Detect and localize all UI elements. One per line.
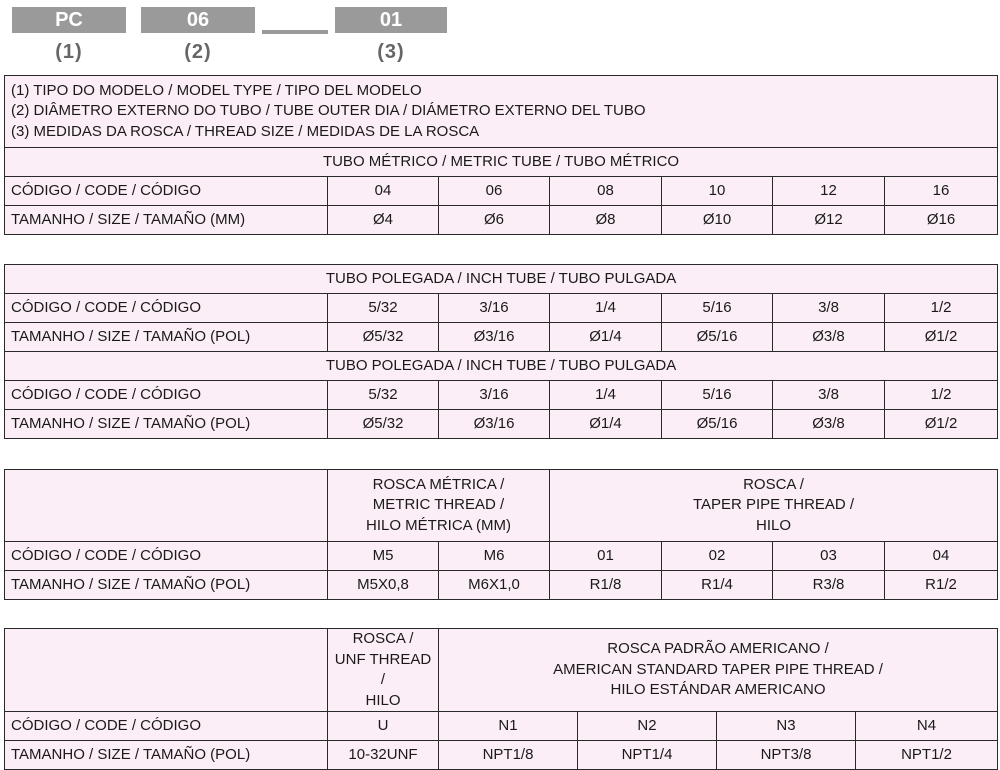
legend-block	[5, 76, 998, 148]
npt-thread-header-line: AMERICAN STANDARD TAPER PIPE THREAD /	[553, 660, 883, 678]
model-code-number: (1)	[55, 41, 83, 63]
inch-tube-title: TUBO POLEGADA / INCH TUBE / TUBO PULGADA	[5, 352, 998, 381]
code-label: CÓDIGO / CODE / CÓDIGO	[5, 177, 328, 206]
code-cell: N1	[439, 712, 578, 741]
size-cell: Ø10	[662, 206, 773, 235]
code-cell: 04	[885, 542, 998, 571]
tube-code-number: (2)	[184, 41, 212, 63]
code-cell: M5	[328, 542, 439, 571]
size-cell: Ø12	[773, 206, 885, 235]
taper-thread-header-line: HILO	[756, 516, 792, 534]
legend-line-thread-size: (3) MEDIDAS DA ROSCA / THREAD SIZE / MEDIDAS DE LA ROSCA	[11, 122, 480, 140]
inch-tube-title: TUBO POLEGADA / INCH TUBE / TUBO PULGADA	[5, 265, 998, 294]
size-cell: Ø5/16	[662, 410, 773, 439]
code-cell: N4	[856, 712, 998, 741]
code-cell: 5/32	[328, 381, 439, 410]
empty-header-cell	[5, 470, 328, 542]
code-cell: 12	[773, 177, 885, 206]
size-label: TAMANHO / SIZE / TAMAÑO (POL)	[5, 410, 328, 439]
table-row	[5, 712, 998, 741]
taper-thread-header	[550, 470, 998, 542]
size-cell: Ø5/32	[328, 410, 439, 439]
table-row	[5, 323, 998, 352]
code-cell: 3/16	[439, 294, 550, 323]
unf-npt-thread-table	[4, 628, 998, 770]
code-cell: N2	[578, 712, 717, 741]
code-label: CÓDIGO / CODE / CÓDIGO	[5, 542, 328, 571]
size-cell: NPT1/8	[439, 741, 578, 770]
size-cell: R1/4	[662, 571, 773, 600]
code-cell: N3	[717, 712, 856, 741]
code-label: CÓDIGO / CODE / CÓDIGO	[5, 294, 328, 323]
metric-thread-header	[328, 470, 550, 542]
legend-line-model-type: (1) TIPO DO MODELO / MODEL TYPE / TIPO DEL MODELO	[11, 81, 422, 99]
size-cell: R1/8	[550, 571, 662, 600]
size-cell: Ø5/16	[662, 323, 773, 352]
code-cell: 1/4	[550, 381, 662, 410]
size-cell: Ø3/8	[773, 323, 885, 352]
code-cell: 3/16	[439, 381, 550, 410]
size-cell: 10-32UNF	[328, 741, 439, 770]
code-cell: 06	[439, 177, 550, 206]
size-cell: NPT3/8	[717, 741, 856, 770]
code-cell: 5/16	[662, 381, 773, 410]
code-cell: 1/2	[885, 381, 998, 410]
code-cell: 02	[662, 542, 773, 571]
metric-tube-title: TUBO MÉTRICO / METRIC TUBE / TUBO MÉTRICO	[5, 148, 998, 177]
metric-thread-header-line: ROSCA MÉTRICA /	[372, 475, 505, 493]
thread-code-box: 01	[335, 7, 447, 33]
size-cell: M5X0,8	[328, 571, 439, 600]
code-cell: 03	[773, 542, 885, 571]
table-row	[5, 206, 998, 235]
metric-taper-thread-table	[4, 469, 998, 600]
code-cell: 16	[885, 177, 998, 206]
size-cell: Ø1/2	[885, 410, 998, 439]
npt-thread-header-line: HILO ESTÁNDAR AMERICANO	[610, 681, 826, 699]
legend-line-tube-dia: (2) DIÂMETRO EXTERNO DO TUBO / TUBE OUTER DIA / DIÁMETRO EXTERNO DEL TUBO	[11, 102, 646, 120]
size-label: TAMANHO / SIZE / TAMAÑO (POL)	[5, 323, 328, 352]
size-cell: R1/2	[885, 571, 998, 600]
metric-tube-table	[4, 75, 998, 235]
unf-thread-header	[328, 629, 439, 712]
size-cell: Ø4	[328, 206, 439, 235]
unf-thread-header-line: UNF THREAD /	[334, 650, 432, 688]
empty-header-cell	[5, 629, 328, 712]
code-cell: 5/16	[662, 294, 773, 323]
code-cell: 01	[550, 542, 662, 571]
table-row	[5, 741, 998, 770]
size-cell: NPT1/4	[578, 741, 717, 770]
table-row	[5, 381, 998, 410]
size-cell: Ø1/2	[885, 323, 998, 352]
size-cell: Ø1/4	[550, 323, 662, 352]
tube-code-box: 06	[141, 7, 255, 33]
table-row	[5, 294, 998, 323]
table-row	[5, 571, 998, 600]
thread-code-number: (3)	[377, 41, 405, 63]
unf-thread-header-line: ROSCA /	[352, 630, 414, 647]
code-cell: M6	[439, 542, 550, 571]
taper-thread-header-line: TAPER PIPE THREAD /	[692, 496, 855, 514]
size-label: TAMANHO / SIZE / TAMAÑO (POL)	[5, 741, 328, 770]
taper-thread-header-line: ROSCA /	[743, 475, 804, 493]
npt-thread-header-line: ROSCA PADRÃO AMERICANO /	[607, 640, 829, 658]
size-label: TAMANHO / SIZE / TAMAÑO (MM)	[5, 206, 328, 235]
code-cell: 1/2	[885, 294, 998, 323]
code-cell: 04	[328, 177, 439, 206]
npt-thread-header	[439, 629, 998, 712]
size-cell: R3/8	[773, 571, 885, 600]
code-label: CÓDIGO / CODE / CÓDIGO	[5, 712, 328, 741]
code-cell: 10	[662, 177, 773, 206]
code-cell: 08	[550, 177, 662, 206]
table-row	[5, 410, 998, 439]
size-cell: Ø5/32	[328, 323, 439, 352]
size-cell: M6X1,0	[439, 571, 550, 600]
size-cell: Ø8	[550, 206, 662, 235]
code-cell: 5/32	[328, 294, 439, 323]
size-cell: Ø1/4	[550, 410, 662, 439]
code-label: CÓDIGO / CODE / CÓDIGO	[5, 381, 328, 410]
unf-thread-header-line: HILO	[365, 691, 401, 709]
table-row	[5, 177, 998, 206]
code-cell: U	[328, 712, 439, 741]
metric-thread-header-line: HILO MÉTRICA (MM)	[366, 516, 511, 534]
size-cell: Ø3/8	[773, 410, 885, 439]
size-cell: Ø3/16	[439, 323, 550, 352]
code-cell: 3/8	[773, 381, 885, 410]
inch-tube-table	[4, 264, 998, 439]
code-cell: 3/8	[773, 294, 885, 323]
model-code-box: PC	[12, 7, 126, 33]
size-cell: Ø6	[439, 206, 550, 235]
separator-line	[262, 30, 328, 34]
table-row	[5, 542, 998, 571]
size-label: TAMANHO / SIZE / TAMAÑO (POL)	[5, 571, 328, 600]
size-cell: Ø3/16	[439, 410, 550, 439]
size-cell: NPT1/2	[856, 741, 998, 770]
size-cell: Ø16	[885, 206, 998, 235]
metric-thread-header-line: METRIC THREAD /	[372, 496, 505, 514]
code-cell: 1/4	[550, 294, 662, 323]
